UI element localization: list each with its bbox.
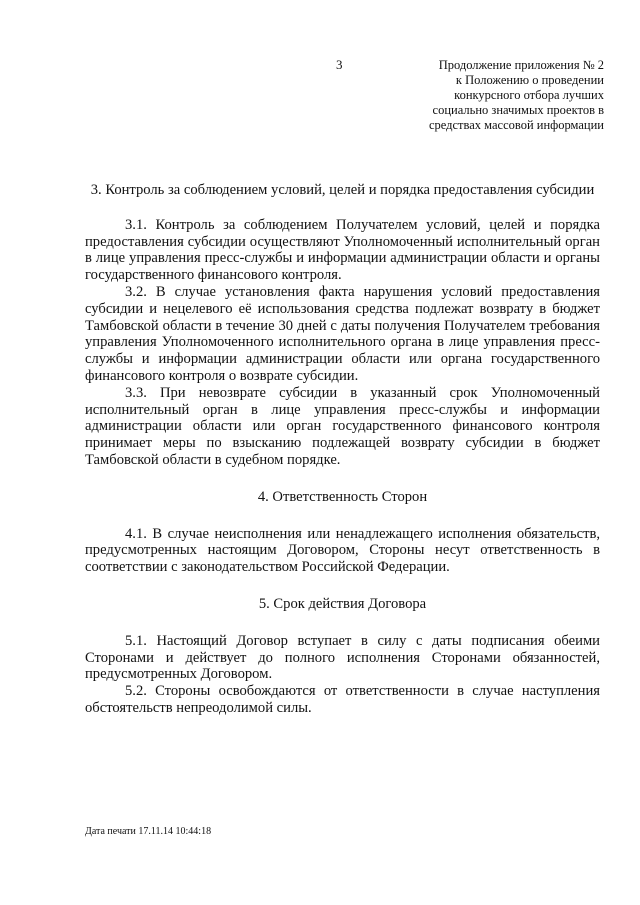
paragraph-3-1: 3.1. Контроль за соблюдением Получателем условий, целей и порядка предоставления субсидии осуществляют Уполномоченный исполнительный орган в лице управления пресс-службы и информации администрации области и органы государственного финансового контроля. (85, 216, 600, 284)
paragraph-3-3: 3.3. При невозврате субсидии в указанный срок Уполномоченный исполнительный орган в лице управления пресс-службы и информации администрации области или орган государственного финансового контроля принимает меры по взысканию подлежащей возврату субсидии в бюджет Тамбовской области в судебном порядке. (85, 384, 600, 468)
document-body (85, 182, 600, 717)
page-number: 3 (336, 57, 343, 72)
paragraph-5-1: 5.1. Настоящий Договор вступает в силу с даты подписания обеими Сторонами и действует до полного исполнения Сторонами обязанностей, предусмотренных Договором. (85, 632, 600, 683)
paragraph-4-1: 4.1. В случае неисполнения или ненадлежащего исполнения обязательств, предусмотренных настоящим Договором, Стороны несут ответственность в соответствии с законодательством Российской Федерации. (85, 525, 600, 576)
print-date: Дата печати 17.11.14 10:44:18 (85, 826, 212, 837)
appendix-line: Продолжение приложения № 2 (438, 58, 604, 72)
appendix-line: социально значимых проектов в (432, 103, 604, 117)
appendix-line: к Положению о проведении (455, 73, 604, 87)
appendix-note (429, 58, 604, 133)
appendix-line: средствах массовой информации (428, 118, 604, 132)
paragraph-3-2: 3.2. В случае установления факта нарушения условий предоставления субсидии и нецелевого её использования средства подлежат возврату в бюджет Тамбовской области в течение 30 дней с даты получения Получателем требования управления Уполномоченного исполнительного органа в лице управления пресс-службы и информации администрации области или органа государственного финансового контроля о возврате субсидии. (85, 283, 600, 384)
appendix-line: конкурсного отбора лучших (454, 88, 604, 102)
section-4-title: 4. Ответственность Сторон (257, 488, 428, 505)
section-5-title: 5. Срок действия Договора (258, 595, 427, 612)
paragraph-5-2: 5.2. Стороны освобождаются от ответственности в случае наступления обстоятельств непреодолимой силы. (85, 683, 600, 716)
section-3-title: 3. Контроль за соблюдением условий, целей и порядка предоставления субсидии (90, 182, 595, 198)
